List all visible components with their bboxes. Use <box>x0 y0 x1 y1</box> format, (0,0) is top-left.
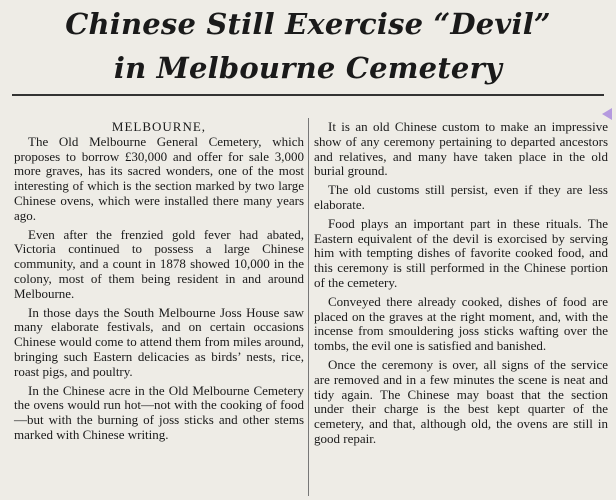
dateline: MELBOURNE, <box>111 119 207 134</box>
paragraph: The Old Melbourne General Cemetery, which proposes to borrow £30,000 and offer for sale 3,000 more graves, has its sacred wonders, one of the most interesting of which is the section marked by two large Chinese ovens, which were installed there many years ago. <box>14 133 304 223</box>
paragraph: Once the ceremony is over, all signs of the service are removed and in a few minutes the scene is neat and tidy again. The Chinese may boast that the section under their charge is the best kept quarter of the cemetery, and that, although old, the ovens are still in good repair. <box>314 356 608 446</box>
paragraph: In the Chinese acre in the Old Melbourne Cemetery the ovens would run hot—not with the cooking of food—but with the burning of joss sticks and other stems marked with Chinese writing. <box>14 382 304 442</box>
paragraph: The old customs still persist, even if they are less elaborate. <box>314 182 608 212</box>
article-column-left <box>14 120 304 447</box>
paragraph: It is an old Chinese custom to make an impressive show of any ceremony pertaining to departed ancestors and relatives, and many have taken place in the old burial ground. <box>314 119 608 179</box>
headline-line-2: in Melbourne Cemetery <box>113 51 503 85</box>
paragraph: Food plays an important part in these rituals. The Eastern equivalent of the devil is exorcised by serving him with tempting dishes of favorite cooked food, and this ceremony is still performed in the Chinese portion of the cemetery. <box>314 215 608 290</box>
article-column-right <box>314 120 608 451</box>
headline-line-1: Chinese Still Exercise “Devil” <box>65 7 551 41</box>
column-divider <box>308 118 309 496</box>
paragraph: In those days the South Melbourne Joss House saw many elaborate festivals, and on certain occasions Chinese would come to attend them from miles around, bringing such Eastern delicacies as birds’ nests, rice, roast pigs, and poultry. <box>14 304 304 379</box>
headline-rule <box>12 94 604 96</box>
paragraph: Even after the frenzied gold fever had abated, Victoria continued to possess a large Chinese community, and a count in 1878 showed 10,000 in the colony, most of them being resident in and around Melbourne. <box>14 226 304 301</box>
paragraph: Conveyed there already cooked, dishes of food are placed on the graves at the right moment, and, with the incense from smouldering joss sticks wafting over the tombs, the evil one is satisfied and banished. <box>314 293 608 354</box>
headline <box>0 2 616 90</box>
